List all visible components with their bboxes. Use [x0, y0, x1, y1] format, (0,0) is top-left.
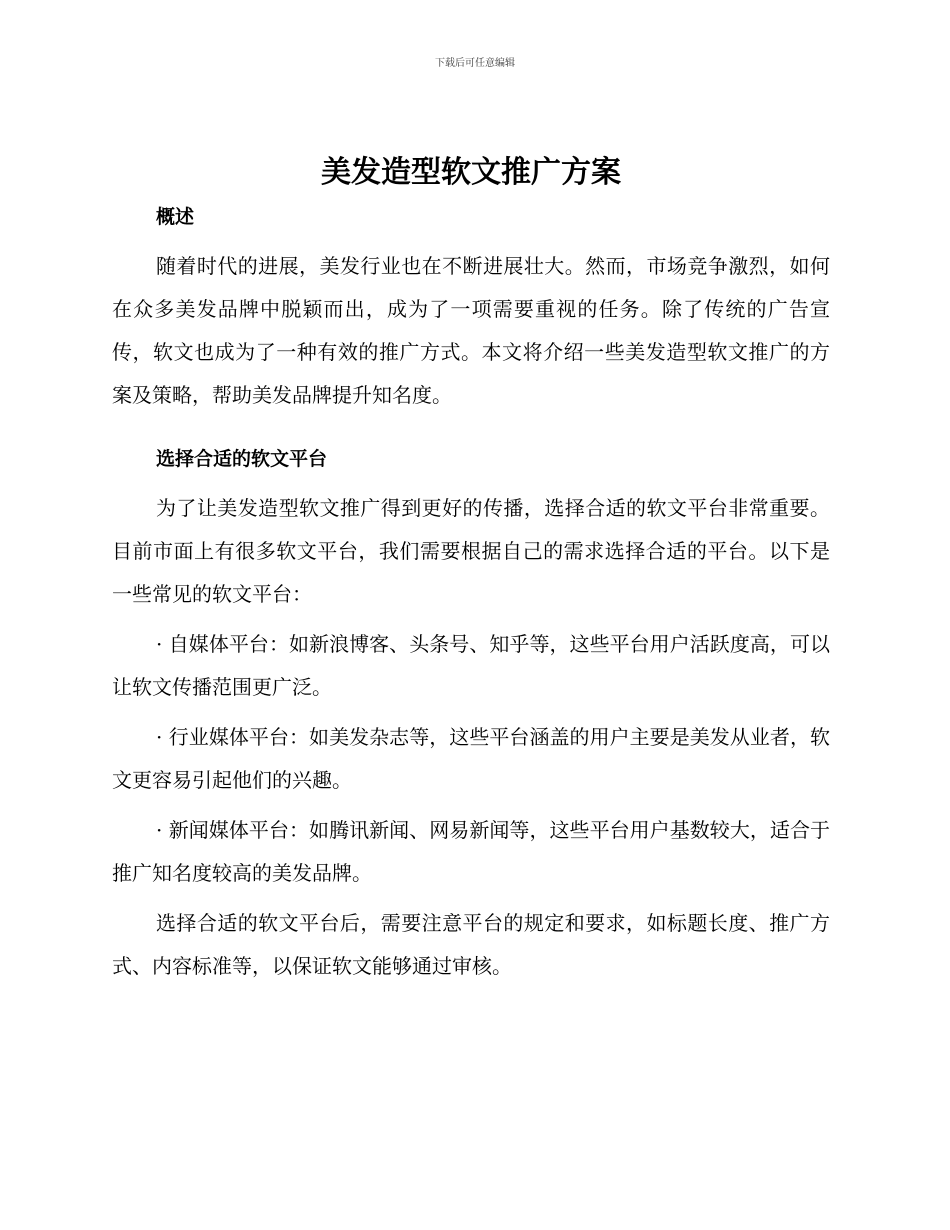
paragraph-platform-rules: 选择合适的软文平台后，需要注意平台的规定和要求，如标题长度、推广方式、内容标准等，以保证软文能够通过审核。	[112, 911, 830, 978]
section-heading-overview: 概述	[156, 206, 195, 228]
list-item-industry-media: · 行业媒体平台：如美发杂志等，这些平台涵盖的用户主要是美发从业者，软文更容易引起他们的兴趣。	[112, 725, 830, 792]
list-item-news-media: · 新闻媒体平台：如腾讯新闻、网易新闻等，这些平台用户基数较大，适合于推广知名度较高的美发品牌。	[112, 818, 830, 885]
section-heading-platform: 选择合适的软文平台	[156, 448, 328, 470]
document-body	[112, 150, 830, 988]
list-item-self-media: · 自媒体平台：如新浪博客、头条号、知乎等，这些平台用户活跃度高，可以让软文传播范围更广泛。	[112, 632, 830, 699]
document-title: 美发造型软文推广方案	[321, 155, 621, 190]
paragraph-platform-intro: 为了让美发造型软文推广得到更好的传播，选择合适的软文平台非常重要。目前市面上有很多软文平台，我们需要根据自己的需求选择合适的平台。以下是一些常见的软文平台：	[112, 496, 830, 606]
paragraph-overview: 随着时代的进展，美发行业也在不断进展壮大。然而，市场竞争激烈，如何在众多美发品牌中脱颖而出，成为了一项需要重视的任务。除了传统的广告宣传，软文也成为了一种有效的推广方式。本文将介绍一些美发造型软文推广的方案及策略，帮助美发品牌提升知名度。	[112, 254, 830, 407]
header-note: 下载后可任意编辑	[435, 58, 515, 69]
